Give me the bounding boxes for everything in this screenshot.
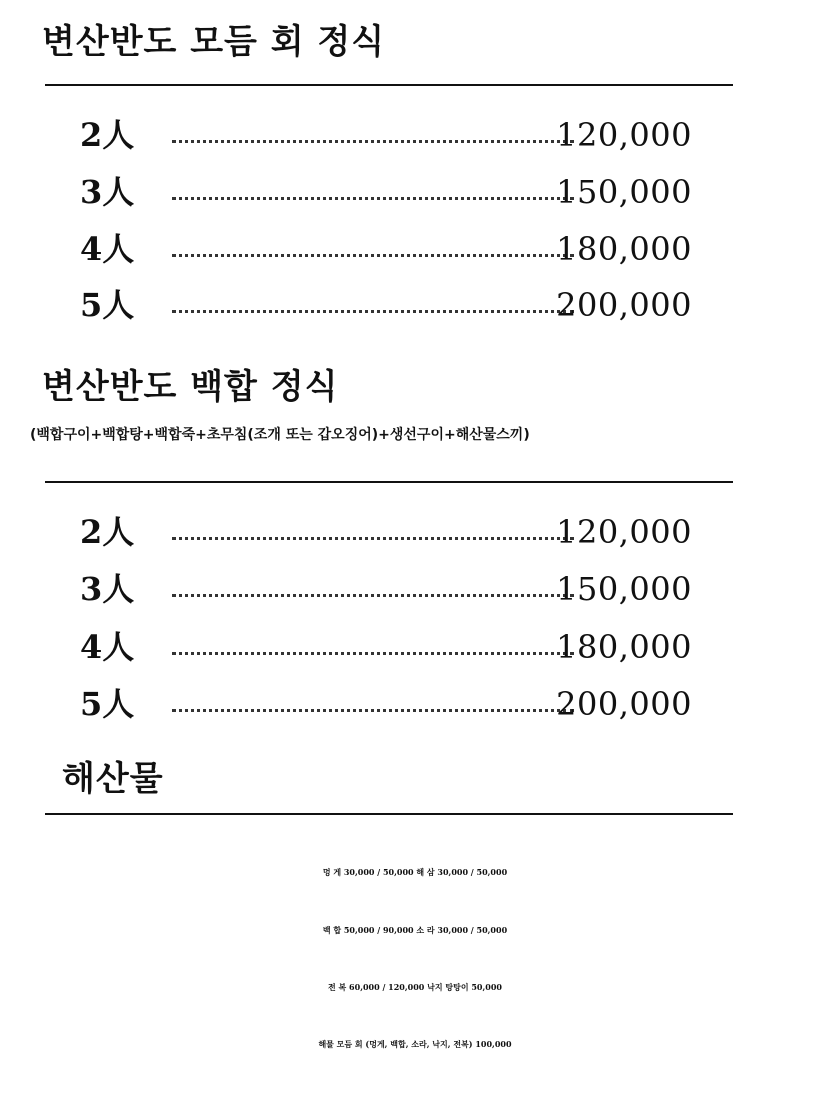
dotted-leader: [172, 709, 574, 712]
section-title-seafood: 해산물: [62, 759, 164, 799]
price-row: [80, 283, 692, 327]
row-price: 200,000: [556, 685, 692, 723]
seafood-line: 백 합 50,000 / 90,000 소 라 30,000 / 50,000: [322, 925, 508, 935]
row-label: 4人: [80, 628, 135, 666]
row-label: 4人: [80, 230, 135, 268]
row-price: 120,000: [556, 513, 692, 551]
row-price: 200,000: [556, 286, 692, 324]
dotted-leader: [172, 310, 574, 313]
row-price: 150,000: [556, 570, 692, 608]
row-price: 180,000: [556, 230, 692, 268]
section-title-baekhap: 변산반도 백합 정식: [42, 367, 339, 407]
row-label: 5人: [80, 286, 135, 324]
divider-rule: [45, 84, 733, 86]
section-subtitle: (백합구이+백합탕+백합죽+초무침(조개 또는 갑오징어)+생선구이+해산물스끼): [30, 427, 530, 443]
dotted-leader: [172, 254, 574, 257]
dotted-leader: [172, 537, 574, 540]
section-title-moodeum-hoe: 변산반도 모듬 회 정식: [42, 22, 386, 62]
price-row: [80, 625, 692, 669]
dotted-leader: [172, 652, 574, 655]
divider-rule: [45, 813, 733, 815]
row-label: 2人: [80, 513, 135, 551]
dotted-leader: [172, 197, 574, 200]
row-label: 3人: [80, 173, 135, 211]
divider-rule: [45, 481, 733, 483]
seafood-line: 멍 게 30,000 / 50,000 해 삼 30,000 / 50,000: [322, 867, 508, 877]
dotted-leader: [172, 140, 574, 143]
row-price: 180,000: [556, 628, 692, 666]
seafood-line: 전 복 60,000 / 120,000 낙지 탕탕이 50,000: [328, 982, 502, 992]
seafood-line: 해물 모듬 회 (멍게, 백합, 소라, 낙지, 전복) 100,000: [318, 1039, 512, 1049]
row-price: 150,000: [556, 173, 692, 211]
price-row: [80, 227, 692, 271]
price-row: [80, 510, 692, 554]
price-row: [80, 113, 692, 157]
dotted-leader: [172, 594, 574, 597]
row-label: 5人: [80, 685, 135, 723]
row-label: 2人: [80, 116, 135, 154]
price-row: [80, 682, 692, 726]
price-row: [80, 170, 692, 214]
row-label: 3人: [80, 570, 135, 608]
price-row: [80, 567, 692, 611]
row-price: 120,000: [556, 116, 692, 154]
